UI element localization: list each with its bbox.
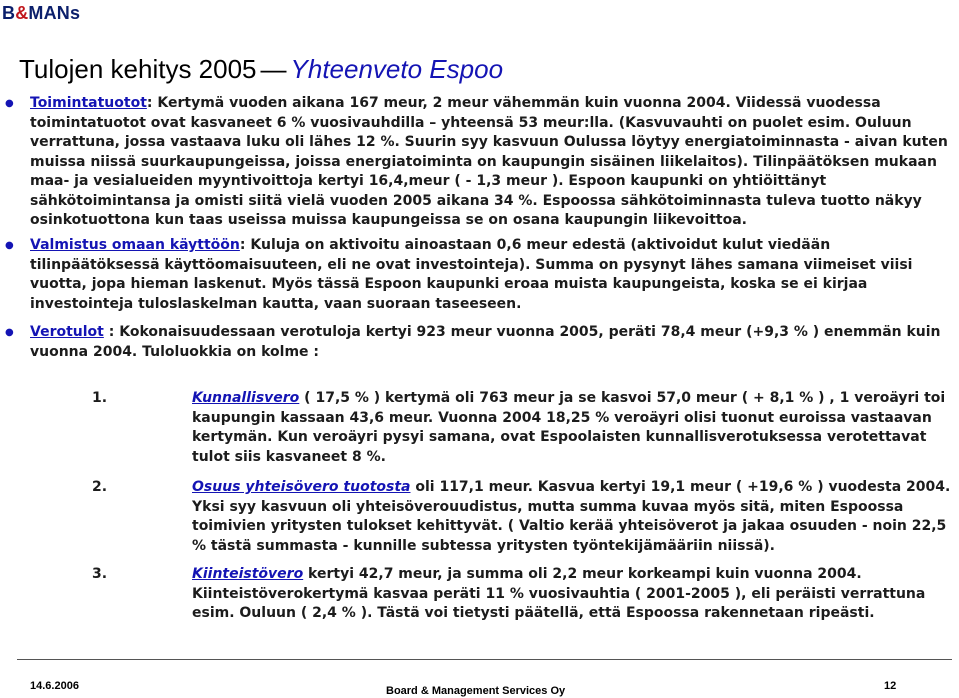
bullet-text: Kertymä vuoden aikana 167 meur, 2 meur vähemmän kuin vuonna 2004. Viidessä vuodessa toimintatuotot ovat kasvaneet 6 % vuosivauhdilla – yhteensä 53 meur:lla. (Kasvuvauhti on puolet esim. Ouluun verrattuna, jossa vastaava luku oli lähes 12 %. Suurin syy kasvuun Oulussa löytyy energiatoiminnasta - aivan kuten muissa niissä suurkaupungeissa, joissa energiatoiminta on kaupungin sisäinen liikelaitos). Tilinpäätöksen mukaan maa- ja vesialueiden myyntivoittoja kertyi 16,4,meur ( - 1,3 meur ). Espoon kaupunki on yhtiöittänyt sähkötoimintansa ja omisti siitä vielä vuoden 2005 aikana 34 %. Espoossa sähkötoiminnasta tuleva tuotto näkyy osinkotuottona kun taas useissa muissa kaupungeissa se on osana kaupungin liikevoittoa.: [30, 95, 948, 228]
list-item-yhteisovero: [92, 478, 954, 556]
logo-left: B: [2, 3, 16, 23]
item-number: 2.: [92, 479, 108, 495]
item-number: 1.: [92, 390, 108, 406]
page-title: [19, 54, 503, 85]
bullet-icon: ●: [5, 327, 14, 338]
footer-company: Board & Management Services Oy: [386, 685, 566, 697]
item-text: oli 117,1 meur. Kasvua kertyi 19,1 meur ( +19,6 % ) vuodesta 2004. Yksi syy kasvuun oli yhteisöverouudistus, mutta summa kuvaa myös sitä, miten Espoossa toimivien yritysten tulokset kehittyvät. ( Valtio kerää yhteisöverot ja jakaa osuuden - noin 22,5 % tästä summasta - kunnille subtessa yritysten työntekijämääriin niissä).: [192, 479, 951, 554]
bullet-icon: ●: [5, 240, 14, 251]
logo-right: MANs: [28, 3, 81, 23]
item-keyword: Osuus yhteisövero tuotosta: [192, 479, 411, 495]
item-text: kertyi 42,7 meur, ja summa oli 2,2 meur korkeampi kuin vuonna 2004. Kiinteistöverokertymä kasvaa peräti 11 % vuosivauhtia ( 2001-2005 ), eli peräisti verrattuna esim. Ouluun ( 2,4 % ). Tästä voi tietysti päätellä, että Espoossa rakennetaan ripeästi.: [192, 566, 926, 621]
item-keyword: Kunnallisvero: [192, 390, 300, 406]
bullet-text: Kokonaisuudessaan verotuloja kertyi 923 meur vuonna 2005, peräti 78,4 meur (+9,3 % ) enemmän kuin vuonna 2004. Tuloluokkia on kolme :: [30, 324, 941, 360]
bullet-keyword: Toimintatuotot: [30, 95, 147, 111]
title-main: Tulojen kehitys 2005: [19, 54, 257, 84]
bullet-verotulot: [5, 323, 956, 362]
bullet-icon: ●: [5, 98, 14, 109]
page-number: 12: [884, 680, 897, 692]
bullet-keyword: Verotulot: [30, 324, 104, 340]
bullet-toimintatuotot: [5, 94, 956, 231]
title-dash: —: [260, 54, 287, 84]
list-item-kunnallisvero: [92, 389, 954, 467]
bullet-valmistus: [5, 236, 956, 314]
company-logo: [2, 3, 80, 24]
bullet-keyword: Valmistus omaan käyttöön: [30, 237, 240, 253]
logo-ampersand: &: [15, 3, 29, 23]
item-number: 3.: [92, 566, 108, 582]
footer-divider: [17, 659, 952, 660]
bullet-separator: :: [146, 95, 153, 111]
bullet-separator: :: [103, 324, 115, 340]
title-subtitle: Yhteenveto Espoo: [290, 54, 504, 84]
bullet-text: Kuluja on aktivoitu ainoastaan 0,6 meur edestä (aktivoidut kulut viedään tilinpäätöksessä käyttöomaisuuteen, eli ne ovat investointeja). Summa on pysynyt lähes samana viimeiset viisi vuotta, jopa hieman laskenut. Myös tässä Espoon kaupunki eroaa muista kaupungeista, koska se ei kirjaa investointeja tuloslaskelman kautta, vaan suoraan taseeseen.: [30, 237, 913, 312]
list-item-kiinteistovero: [92, 565, 954, 624]
item-text: ( 17,5 % ) kertymä oli 763 meur ja se kasvoi 57,0 meur ( + 8,1 % ) , 1 veroäyri toi kaupungin kassaan 43,6 meur. Vuonna 2004 18,25 % veroäyri olisi tuonut euroissa vastaavan kertymän. Kun veroäyri pysyi samana, ovat Espoolaisten kunnallisverotuksessa verotettavat tulot siis kasvaneet 8 %.: [192, 390, 946, 465]
bullet-separator: :: [239, 237, 246, 253]
item-keyword: Kiinteistövero: [192, 566, 304, 582]
footer-date: 14.6.2006: [30, 680, 79, 692]
